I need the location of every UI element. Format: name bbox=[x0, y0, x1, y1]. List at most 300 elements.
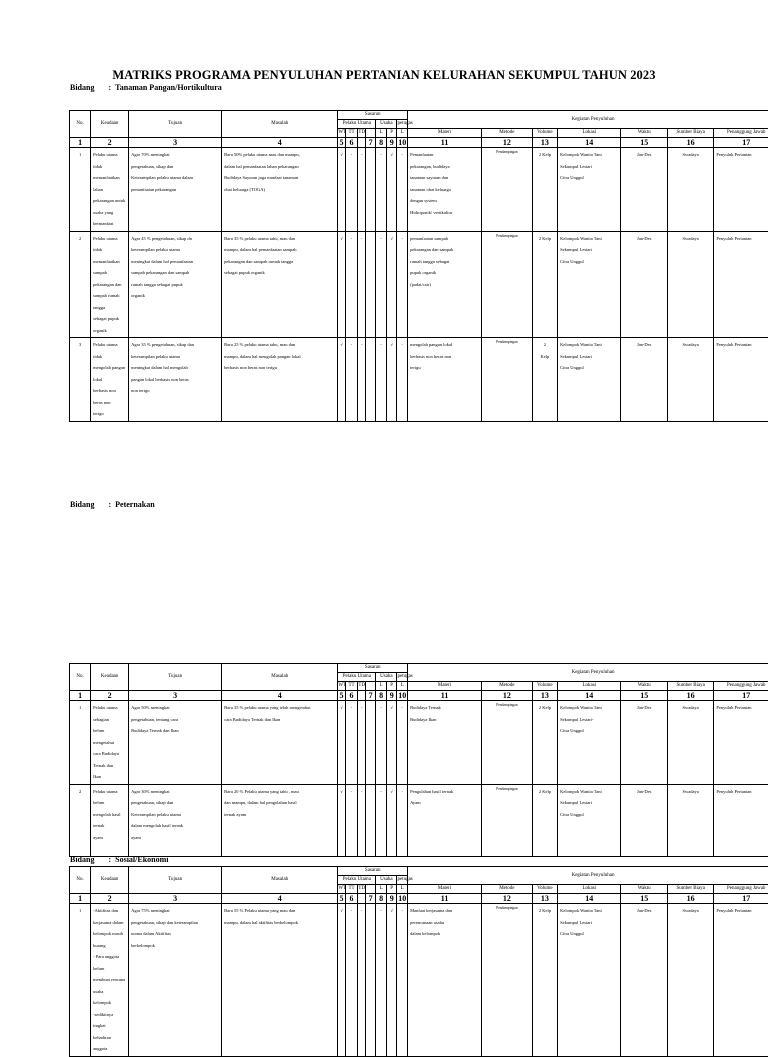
keadaan-cell-line: kehadiran anggota bbox=[93, 1032, 126, 1055]
column-header-tt: TT bbox=[345, 129, 358, 138]
column-header-volume: Volume bbox=[532, 129, 557, 138]
column-number: 2 bbox=[91, 894, 129, 904]
tujuan-cell-line: Budidaya Ternak dan Ikan bbox=[131, 725, 219, 737]
column-header-wt: WT bbox=[338, 682, 345, 691]
sasaran-mark-wt: √ bbox=[338, 338, 345, 422]
keadaan-cell-line: pekarangan untuk bbox=[93, 195, 126, 207]
sasaran-mark-l2: - bbox=[397, 231, 408, 338]
lokasi-cell bbox=[558, 904, 621, 1057]
column-number: 3 bbox=[129, 691, 222, 701]
column-number: 5 bbox=[338, 138, 345, 148]
column-number: 10 bbox=[397, 138, 408, 148]
metode-text: Pendampingan bbox=[484, 339, 530, 345]
materi-cell-line: tanaman obat keluarga bbox=[410, 184, 479, 196]
penanggung-jawab-cell: Penyuluh Pertanian bbox=[714, 338, 768, 422]
tujuan-cell-line: utama dalam Aktifitas bbox=[131, 928, 219, 940]
bidang-heading bbox=[70, 83, 222, 92]
keadaan-cell-line: - Para anggota belum bbox=[93, 951, 126, 974]
lokasi-cell bbox=[558, 148, 621, 232]
penanggung-jawab-cell: Penyuluh Pertanian bbox=[714, 231, 768, 338]
column-number: 17 bbox=[714, 691, 768, 701]
waktu-cell: Jan-Des bbox=[621, 231, 667, 338]
keadaan-cell-line: ayam bbox=[93, 832, 126, 844]
sumber-biaya-cell: Swadaya bbox=[667, 701, 713, 785]
masalah-cell bbox=[222, 148, 338, 232]
column-number: 12 bbox=[482, 138, 533, 148]
tujuan-cell-line: pemanfaatan pekarangan bbox=[131, 184, 219, 196]
column-header-td: TD bbox=[358, 885, 365, 894]
lokasi-cell-line: Citra Unggul bbox=[560, 725, 618, 737]
table-row bbox=[70, 231, 768, 338]
bidang-label: Bidang bbox=[70, 500, 94, 509]
materi-cell-line: perencanaan usaha bbox=[410, 917, 479, 929]
materi-cell-line: (padat/cair) bbox=[410, 279, 479, 291]
column-number: 3 bbox=[129, 894, 222, 904]
tujuan-cell-line: rumah tangga sebagai pupuk bbox=[131, 279, 219, 291]
keadaan-cell-line: terigu bbox=[93, 408, 126, 420]
tujuan-cell bbox=[129, 231, 222, 338]
tujuan-cell-line: meningkat dalam hal pemanfaatan bbox=[131, 256, 219, 268]
masalah-cell-line: mampu, dalam hal aktifitas berkelompok bbox=[224, 917, 335, 929]
sasaran-mark-wt: √ bbox=[338, 231, 345, 338]
keadaan-cell-line: kelompok masih kurang bbox=[93, 928, 126, 951]
keadaan-cell bbox=[91, 148, 129, 232]
keadaan-cell-line: memanfaatkan sampah bbox=[93, 256, 126, 279]
column-number: 11 bbox=[408, 894, 482, 904]
masalah-cell-line: Baru 25 % pelaku utama tahu, mau dan bbox=[224, 339, 335, 351]
column-header-lokasi: Lokasi bbox=[558, 129, 621, 138]
column-number: 6 bbox=[345, 894, 358, 904]
tujuan-cell-line: Agar 70% meningkat bbox=[131, 149, 219, 161]
sasaran-mark-p1: √ bbox=[386, 701, 397, 785]
sumber-biaya-cell: Swadaya bbox=[667, 338, 713, 422]
lokasi-cell-line: Sekumpul Lestari bbox=[560, 244, 618, 256]
column-header-l: L bbox=[376, 682, 387, 691]
tujuan-cell-line: organik bbox=[131, 290, 219, 302]
materi-cell-line: mengolah pangan lokal bbox=[410, 339, 479, 351]
column-number: 1 bbox=[70, 691, 91, 701]
tujuan-cell bbox=[129, 701, 222, 785]
sasaran-mark-l1: - bbox=[376, 784, 387, 856]
column-number: 13 bbox=[532, 894, 557, 904]
masalah-cell-line: Baru 20 % Pelaku utama yang tahu , mau bbox=[224, 786, 335, 798]
column-header-no: No. bbox=[70, 664, 91, 691]
keadaan-cell bbox=[91, 231, 129, 338]
column-number: 5 bbox=[338, 894, 345, 904]
column-header-tt: TT bbox=[345, 682, 358, 691]
tujuan-cell-line: keterampilan pelaku utama bbox=[131, 244, 219, 256]
masalah-cell-line: cara Budidaya Ternak dan Ikan bbox=[224, 714, 335, 726]
program-matrix-table bbox=[69, 110, 768, 422]
sasaran-mark-p1: √ bbox=[386, 904, 397, 1057]
lokasi-cell-line: Citra Unggul bbox=[560, 928, 618, 940]
sasaran-mark-tt: - bbox=[345, 231, 358, 338]
column-number: 10 bbox=[397, 894, 408, 904]
column-number-row bbox=[70, 138, 768, 148]
lokasi-cell-line: Kelompok Wanita Tani bbox=[560, 786, 618, 798]
tujuan-cell-line: keterampilan pelaku utama bbox=[131, 351, 219, 363]
volume-cell-line: 2 Kelp bbox=[535, 149, 555, 161]
sasaran-mark-tt: - bbox=[345, 904, 358, 1057]
column-header-volume: Volume bbox=[532, 885, 557, 894]
keadaan-cell bbox=[91, 338, 129, 422]
sasaran-mark-wt: √ bbox=[338, 904, 345, 1057]
column-header-no: No. bbox=[70, 867, 91, 894]
tujuan-cell-line: pengetahuan, sikap dan bbox=[131, 797, 219, 809]
column-number: 4 bbox=[222, 691, 338, 701]
sasaran-mark-tt: - bbox=[345, 701, 358, 785]
bidang-name: Tanaman Pangan/Hortikultura bbox=[115, 83, 222, 92]
sasaran-mark-td: - bbox=[358, 701, 365, 785]
row-number: 1 bbox=[70, 148, 91, 232]
bidang-separator: : bbox=[108, 83, 111, 92]
tujuan-cell-line: pangan lokal berbasis non beras bbox=[131, 374, 219, 386]
column-header-volume: Volume bbox=[532, 682, 557, 691]
column-header-waktu: Waktu bbox=[621, 885, 667, 894]
column-header-waktu: Waktu bbox=[621, 682, 667, 691]
sasaran-mark-p1: √ bbox=[386, 784, 397, 856]
column-number: 7 bbox=[365, 894, 376, 904]
tujuan-cell-line: pengetahuan, tentang cara bbox=[131, 714, 219, 726]
column-number: 7 bbox=[365, 691, 376, 701]
materi-cell-line: Pengolahan hasil ternak bbox=[410, 786, 479, 798]
volume-cell-line: Kelp bbox=[535, 351, 555, 363]
tujuan-cell bbox=[129, 148, 222, 232]
waktu-cell: Jan-Des bbox=[621, 784, 667, 856]
sasaran-mark-wt: √ bbox=[338, 701, 345, 785]
volume-cell bbox=[532, 148, 557, 232]
column-header-sumber-biaya: Sumber Biaya bbox=[667, 682, 713, 691]
column-header-lp: L bbox=[397, 129, 408, 138]
lokasi-cell-line: Kelompok Wanita Tani bbox=[560, 339, 618, 351]
materi-cell-line: pekarangan, budidaya bbox=[410, 161, 479, 173]
tujuan-cell-line: Agar 45 % pengetahuan, sikap dn bbox=[131, 233, 219, 245]
keadaan-cell-line: Pelaku utama tidak bbox=[93, 339, 126, 362]
row-number: 2 bbox=[70, 231, 91, 338]
keadaan-cell bbox=[91, 904, 129, 1057]
masalah-cell bbox=[222, 338, 338, 422]
lokasi-cell-line: Sekumpul Lestari bbox=[560, 917, 618, 929]
column-number: 10 bbox=[397, 691, 408, 701]
column-header-penanggung-jawab: Penanggung Jawab bbox=[714, 885, 768, 894]
column-header-materi: Materi bbox=[408, 129, 482, 138]
column-header-blank bbox=[365, 885, 376, 894]
bidang-heading bbox=[70, 855, 169, 864]
tujuan-cell-line: Agar 75% meningkat bbox=[131, 905, 219, 917]
column-header-wt: WT bbox=[338, 129, 345, 138]
masalah-cell-line: Baru 55 % Pelaku utama yang mau dan bbox=[224, 905, 335, 917]
column-number: 17 bbox=[714, 894, 768, 904]
sumber-biaya-cell: Swadaya bbox=[667, 904, 713, 1057]
lokasi-cell-line: Sekumpul Lestari- bbox=[560, 714, 618, 726]
column-number: 12 bbox=[482, 691, 533, 701]
column-header-tujuan: Tujuan bbox=[129, 664, 222, 691]
column-number: 12 bbox=[482, 894, 533, 904]
sasaran-mark-wt: √ bbox=[338, 784, 345, 856]
table-row bbox=[70, 701, 768, 785]
keadaan-cell-line: berbasis non beras non bbox=[93, 385, 126, 408]
volume-cell bbox=[532, 231, 557, 338]
sasaran-mark-l1: - bbox=[376, 904, 387, 1057]
masalah-cell-line: pekarangan dan sampah rumah tangga bbox=[224, 256, 335, 268]
column-header-metode: Metode bbox=[482, 885, 533, 894]
column-header-waktu: Waktu bbox=[621, 129, 667, 138]
column-header-pelaku-utama: Pelaku Utama bbox=[338, 876, 376, 885]
metode-text: Pendampingan bbox=[484, 149, 530, 155]
keadaan-cell-line: mengolah hasil ternak bbox=[93, 809, 126, 832]
column-number: 16 bbox=[667, 894, 713, 904]
column-header-sasaran: Sasaran bbox=[338, 867, 408, 876]
column-number: 6 bbox=[345, 691, 358, 701]
materi-cell bbox=[408, 701, 482, 785]
column-header-tujuan: Tujuan bbox=[129, 111, 222, 138]
keadaan-cell-line: Pelaku utama tidak bbox=[93, 149, 126, 172]
column-number: 15 bbox=[621, 691, 667, 701]
sasaran-mark-tt: - bbox=[345, 148, 358, 232]
masalah-cell-line: Baru 35 % pelaku utama tahu, mau dan bbox=[224, 233, 335, 245]
masalah-cell-line: Baru 35 % pelaku utama yang telah mengetahui bbox=[224, 702, 335, 714]
sasaran-mark-td: - bbox=[358, 148, 365, 232]
column-number: 7 bbox=[365, 138, 376, 148]
column-header-blank bbox=[365, 682, 376, 691]
column-header-metode: Metode bbox=[482, 129, 533, 138]
materi-cell bbox=[408, 231, 482, 338]
column-header-keadaan: Keadaan bbox=[91, 867, 129, 894]
keadaan-cell-line: -sedikitnya tingkat bbox=[93, 1009, 126, 1032]
row-number: 1 bbox=[70, 701, 91, 785]
masalah-cell-line: Baru 50% pelaku utama mau dan mampu, bbox=[224, 149, 335, 161]
lokasi-cell bbox=[558, 701, 621, 785]
sasaran-mark-td: - bbox=[358, 231, 365, 338]
column-number: 9 bbox=[386, 138, 397, 148]
masalah-cell bbox=[222, 231, 338, 338]
column-number: 5 bbox=[338, 691, 345, 701]
column-header-l: L bbox=[376, 129, 387, 138]
column-header-p: P bbox=[386, 129, 397, 138]
masalah-cell-line: dan mampu, dalam hal pengolahan hasil bbox=[224, 797, 335, 809]
lokasi-cell-line: Citra Unggul bbox=[560, 362, 618, 374]
keadaan-cell bbox=[91, 701, 129, 785]
column-number: 9 bbox=[386, 894, 397, 904]
column-number: 8 bbox=[376, 691, 387, 701]
sasaran-mark-p1: √ bbox=[386, 148, 397, 232]
sasaran-mark-p1: √ bbox=[386, 338, 397, 422]
keadaan-cell-line: memanfaatkan lahan bbox=[93, 172, 126, 195]
lokasi-cell-line: Kelompok Wanita Tani bbox=[560, 149, 618, 161]
column-number: 1 bbox=[70, 138, 91, 148]
volume-cell bbox=[532, 701, 557, 785]
column-header-td: TD bbox=[358, 129, 365, 138]
column-header-lp: L bbox=[397, 682, 408, 691]
column-header-materi: Materi bbox=[408, 682, 482, 691]
materi-cell-line: rumah tangga sebagai bbox=[410, 256, 479, 268]
materi-cell-line: Budidaya Ikan bbox=[410, 714, 479, 726]
sasaran-mark-l2: - bbox=[397, 148, 408, 232]
table-row bbox=[70, 784, 768, 856]
column-header-wt: WT bbox=[338, 885, 345, 894]
waktu-cell: Jan-Des bbox=[621, 904, 667, 1057]
tujuan-cell-line: pengetahuan, sikap dan keterampilan bbox=[131, 917, 219, 929]
column-header-no: No. bbox=[70, 111, 91, 138]
keadaan-cell-line: belum mengetahui bbox=[93, 725, 126, 748]
lokasi-cell-line: Kelompok Wanita Tani bbox=[560, 702, 618, 714]
sasaran-mark-l2: - bbox=[397, 701, 408, 785]
penanggung-jawab-cell: Penyuluh Pertanian bbox=[714, 148, 768, 232]
column-header-pelaku-utama: Pelaku Utama bbox=[338, 120, 376, 129]
keadaan-cell-line: -Aktifitas dan bbox=[93, 905, 126, 917]
keadaan-cell-line: mengolah pangan lokal bbox=[93, 362, 126, 385]
tujuan-cell bbox=[129, 338, 222, 422]
tujuan-cell-line: Agar 30% meningkat bbox=[131, 786, 219, 798]
materi-cell-line: pekarangan dan sampah bbox=[410, 244, 479, 256]
column-header-td: TD bbox=[358, 682, 365, 691]
masalah-cell-line: sebagai pupuk organik bbox=[224, 267, 335, 279]
keadaan-cell-line: usaha yang bermanfaat bbox=[93, 207, 126, 230]
volume-cell bbox=[532, 338, 557, 422]
lokasi-cell-line: Sekumpul Lestari bbox=[560, 351, 618, 363]
bidang-separator: : bbox=[108, 500, 111, 509]
keadaan-cell-line: cara Budidaya Ternak dan bbox=[93, 748, 126, 771]
metode-text: Pendampingan bbox=[484, 786, 530, 792]
lokasi-cell-line: Sekumpul Lestari bbox=[560, 797, 618, 809]
sasaran-mark-l1: - bbox=[376, 231, 387, 338]
bidang-name: Peternakan bbox=[115, 500, 155, 509]
column-number: 4 bbox=[222, 894, 338, 904]
volume-cell bbox=[532, 784, 557, 856]
materi-cell-line: pupuk organik bbox=[410, 267, 479, 279]
column-number: 16 bbox=[667, 138, 713, 148]
column-number: 8 bbox=[376, 138, 387, 148]
column-number bbox=[358, 138, 365, 148]
column-number: 6 bbox=[345, 138, 358, 148]
column-number: 8 bbox=[376, 894, 387, 904]
lokasi-cell bbox=[558, 784, 621, 856]
materi-cell-line: dalam kelompok bbox=[410, 928, 479, 940]
tujuan-cell-line: Agar 50% meningkat bbox=[131, 702, 219, 714]
column-header-lokasi: Lokasi bbox=[558, 682, 621, 691]
column-header-usaha: Usaha bbox=[376, 673, 397, 682]
materi-cell-line: Pemanfaatan bbox=[410, 149, 479, 161]
keadaan-cell-line: pekarangan dan bbox=[93, 279, 126, 291]
page-title: MATRIKS PROGRAMA PENYULUHAN PERTANIAN KELURAHAN SEKUMPUL TAHUN 2023 bbox=[0, 68, 768, 83]
waktu-cell: Jan-Des bbox=[621, 701, 667, 785]
keadaan-cell-line: Pelaku utama belum bbox=[93, 786, 126, 809]
materi-cell-line: pemanfaatan sampah bbox=[410, 233, 479, 245]
column-header-keadaan: Keadaan bbox=[91, 664, 129, 691]
column-number: 15 bbox=[621, 138, 667, 148]
metode-cell bbox=[482, 338, 533, 422]
column-number: 17 bbox=[714, 138, 768, 148]
column-header-petugas: petugas bbox=[397, 876, 408, 885]
keadaan-cell-line: kelompok bbox=[93, 997, 126, 1009]
sasaran-mark-l2: - bbox=[397, 904, 408, 1057]
bidang-label: Bidang bbox=[70, 83, 94, 92]
keadaan-cell-line: membuat rencana usaha bbox=[93, 974, 126, 997]
column-number: 11 bbox=[408, 138, 482, 148]
column-header-masalah: Masalah bbox=[222, 111, 338, 138]
lokasi-cell-line: Kelompok Wanita Tani bbox=[560, 905, 618, 917]
column-header-blank bbox=[365, 129, 376, 138]
sasaran-mark-l1: - bbox=[376, 701, 387, 785]
column-header-lp: L bbox=[397, 885, 408, 894]
column-number: 15 bbox=[621, 894, 667, 904]
volume-cell-line: 2 Kelp bbox=[535, 233, 555, 245]
materi-cell bbox=[408, 338, 482, 422]
bidang-name: Sosial/Ekonomi bbox=[115, 855, 168, 864]
column-header-p: P bbox=[386, 885, 397, 894]
table-row bbox=[70, 148, 768, 232]
volume-cell-line: 2 Kelp bbox=[535, 702, 555, 714]
tujuan-cell-line: Keterampilan pelaku utama dalam bbox=[131, 172, 219, 184]
metode-cell bbox=[482, 904, 533, 1057]
penanggung-jawab-cell: Penyuluh Pertanian bbox=[714, 701, 768, 785]
materi-cell-line: Budidaya Ternak bbox=[410, 702, 479, 714]
materi-cell-line: terigu bbox=[410, 362, 479, 374]
column-header-penanggung-jawab: Penanggung Jawab bbox=[714, 129, 768, 138]
sasaran-mark-s1 bbox=[365, 784, 376, 856]
tujuan-cell-line: dalam mengolah hasil ternak bbox=[131, 820, 219, 832]
column-header-tujuan: Tujuan bbox=[129, 867, 222, 894]
lokasi-cell-line: Citra Unggul bbox=[560, 172, 618, 184]
sasaran-mark-p1: √ bbox=[386, 231, 397, 338]
lokasi-cell-line: Citra Unggul bbox=[560, 256, 618, 268]
bidang-separator: : bbox=[108, 855, 111, 864]
column-header-usaha: Usaha bbox=[376, 876, 397, 885]
column-number: 2 bbox=[91, 691, 129, 701]
sasaran-mark-s1 bbox=[365, 148, 376, 232]
tujuan-cell-line: Agar 35 % pengetahuan, sikap dan bbox=[131, 339, 219, 351]
masalah-cell-line: ternak ayam bbox=[224, 809, 335, 821]
sasaran-mark-s1 bbox=[365, 904, 376, 1057]
keadaan-cell-line: Ikan bbox=[93, 771, 126, 783]
column-number-row bbox=[70, 894, 768, 904]
materi-cell-line: berbasis non beras non bbox=[410, 351, 479, 363]
lokasi-cell-line: Sekumpul Lestari bbox=[560, 161, 618, 173]
tujuan-cell-line: meningkat dalam hal mengolah bbox=[131, 362, 219, 374]
tujuan-cell bbox=[129, 784, 222, 856]
metode-text: Pendampingan bbox=[484, 702, 530, 708]
tujuan-cell-line: sampah pekarangan dan sampah bbox=[131, 267, 219, 279]
keadaan-cell bbox=[91, 784, 129, 856]
metode-cell bbox=[482, 148, 533, 232]
tujuan-cell-line: ayam bbox=[131, 832, 219, 844]
lokasi-cell-line: Citra Unggul bbox=[560, 809, 618, 821]
sasaran-mark-td: - bbox=[358, 904, 365, 1057]
keadaan-cell-line: Pelaku utama sebagian bbox=[93, 702, 126, 725]
tujuan-cell-line: berkelompok bbox=[131, 940, 219, 952]
column-number: 11 bbox=[408, 691, 482, 701]
volume-cell-line: 2 Kelp bbox=[535, 786, 555, 798]
column-header-masalah: Masalah bbox=[222, 867, 338, 894]
keadaan-cell-line: kerjasama dalam bbox=[93, 917, 126, 929]
column-header-p: P bbox=[386, 682, 397, 691]
table-row bbox=[70, 338, 768, 422]
sasaran-mark-td: - bbox=[358, 338, 365, 422]
volume-cell-line: 2 Kelp bbox=[535, 905, 555, 917]
tujuan-cell-line: non terigu bbox=[131, 385, 219, 397]
sasaran-mark-l2: - bbox=[397, 784, 408, 856]
lokasi-cell bbox=[558, 231, 621, 338]
column-number: 14 bbox=[558, 894, 621, 904]
column-number: 13 bbox=[532, 138, 557, 148]
column-number: 2 bbox=[91, 138, 129, 148]
column-number: 9 bbox=[386, 691, 397, 701]
column-header-sasaran: Sasaran bbox=[338, 111, 408, 120]
lokasi-cell-line: Kelompok Wanita Tani bbox=[560, 233, 618, 245]
column-header-petugas: petugas bbox=[397, 120, 408, 129]
column-number: 16 bbox=[667, 691, 713, 701]
bidang-label: Bidang bbox=[70, 855, 94, 864]
